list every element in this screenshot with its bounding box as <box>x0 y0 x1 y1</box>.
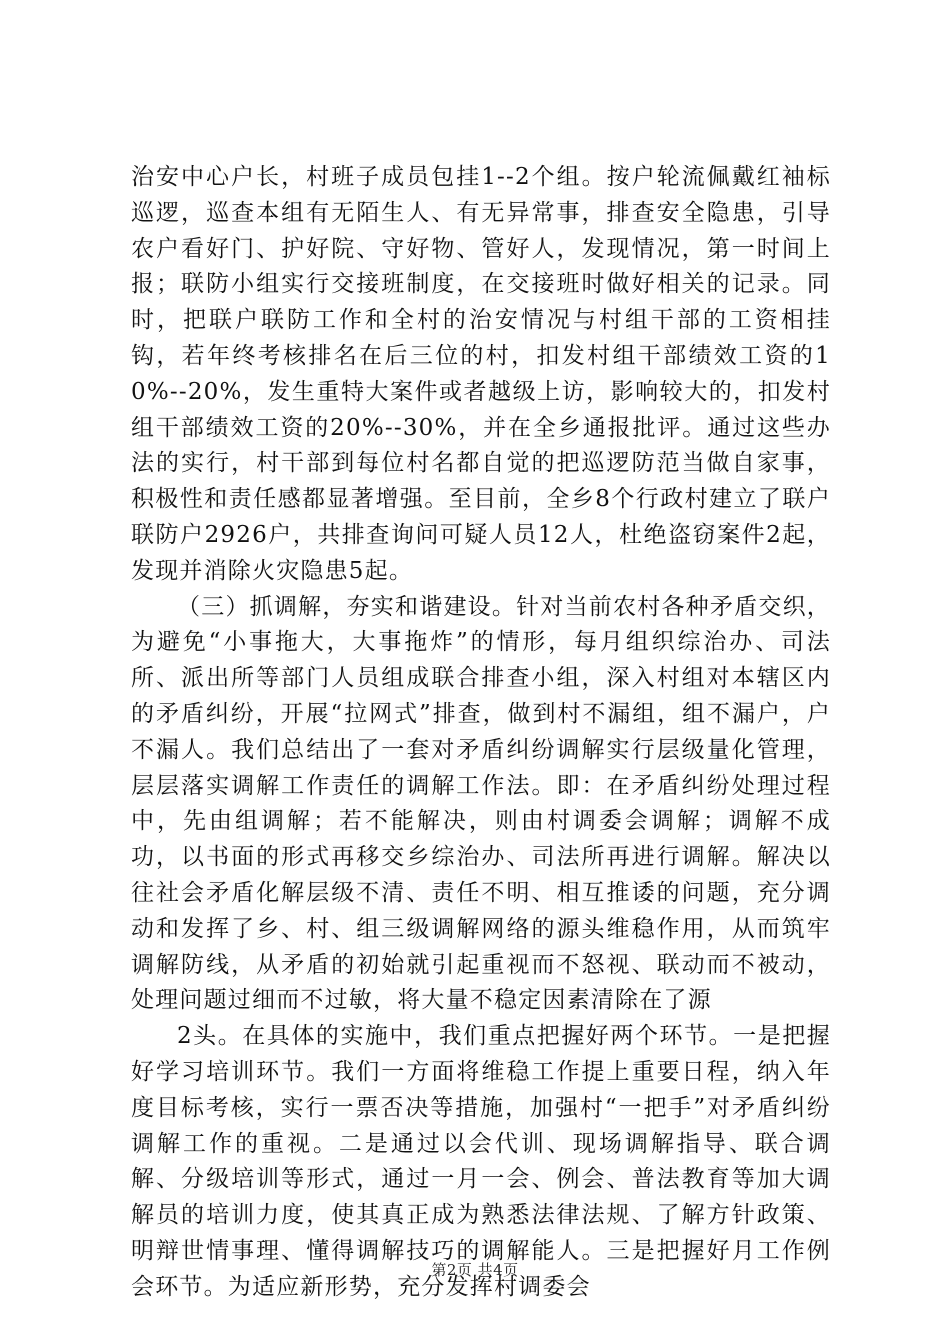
paragraph-mediation: （三）抓调解，夯实和谐建设。针对当前农村各种矛盾交织，为避免“小事拖大，大事拖炸”的情形，每月组织综治办、司法所、派出所等部门人员组成联合排查小组，深入村组对本辖区内的矛盾纠纷，开展“拉网式”排查，做到村不漏组，组不漏户，户不漏人。我们总结出了一套对矛盾纠纷调解实行层级量化管理，层层落实调解工作责任的调解工作法。即：在矛盾纠纷处理过程中，先由组调解；若不能解决，则由村调委会调解；调解不成功，以书面的形式再移交乡综治办、司法所再进行调解。解决以往社会矛盾化解层级不清、责任不明、相互推诿的问题，充分调动和发挥了乡、村、组三级调解网络的源头维稳作用，从而筑牢调解防线，从矛盾的初始就引起重视而不怒视、联动而不被动，处理问题过细而不过敏，将大量不稳定因素清除在了源 <box>131 593 831 1014</box>
paragraph-training-meetings: 2头。在具体的实施中，我们重点把握好两个环节。一是把握好学习培训环节。我们一方面将维稳工作提上重要日程，纳入年度目标考核，实行一票否决等措施，加强村“一把手”对矛盾纠纷调解工作的重视。二是通过以会代训、现场调解指导、联合调解、分级培训等形式，通过一月一会、例会、普法教育等加大调解员的培训力度，使其真正成为熟悉法律法规、了解方针政策、明辩世情事理、懂得调解技巧的调解能人。三是把握好月工作例会环节。为适应新形势，充分发挥村调委会 <box>131 1023 831 1300</box>
page-number-footer: 第2页 共4页 <box>431 1261 519 1279</box>
document-body <box>131 160 831 1306</box>
paragraph-security-joint-defense: 治安中心户长，村班子成员包挂1--2个组。按户轮流佩戴红袖标巡逻，巡查本组有无陌生人、有无异常事，排查安全隐患，引导农户看好门、护好院、守好物、管好人，发现情况，第一时间上报；联防小组实行交接班制度，在交接班时做好相关的记录。同时，把联户联防工作和全村的治安情况与村组干部的工资相挂钩，若年终考核排名在后三位的村，扣发村组干部绩效工资的10%--20%，发生重特大案件或者越级上访，影响较大的，扣发村组干部绩效工资的20%--30%，并在全乡通报批评。通过这些办法的实行，村干部到每位村名都自觉的把巡逻防范当做自家事，积极性和责任感都显著增强。至目前，全乡8个行政村建立了联户联防户2926户，共排查询问可疑人员12人，杜绝盗窃案件2起，发现并消除火灾隐患5起。 <box>131 164 831 584</box>
